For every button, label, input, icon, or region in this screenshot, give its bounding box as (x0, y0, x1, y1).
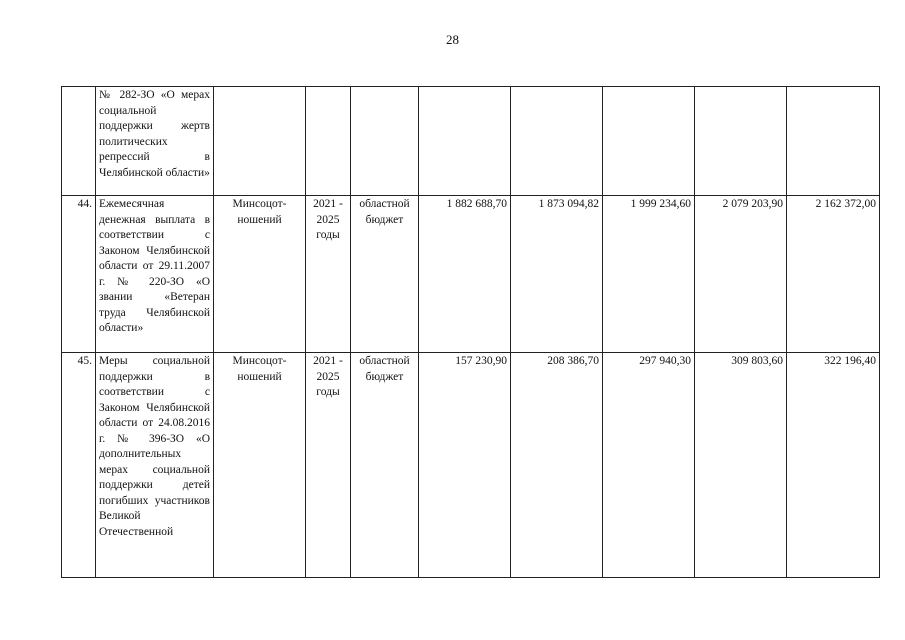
row-number: 44. (62, 196, 96, 353)
page-number: 28 (446, 32, 459, 47)
table-row (62, 196, 880, 353)
amount-year-2 (511, 87, 603, 196)
period: 2021 - 2025 годы (306, 353, 351, 578)
amount-year-3: 1 999 234,60 (603, 196, 695, 353)
amount-year-2: 1 873 094,82 (511, 196, 603, 353)
measure-name: Меры социальной поддержки в соответствии с Законом Челябинской области от 24.08.2016 г. № 396-ЗО «О дополнительных мерах социальной поддержки детей погибших участников Великой Отечественной (96, 353, 214, 578)
amount-year-1 (419, 87, 511, 196)
amount-year-4: 309 803,60 (695, 353, 787, 578)
executor: Минсоцот-ношений (214, 353, 306, 578)
amount-year-1: 1 882 688,70 (419, 196, 511, 353)
program-measures-table (61, 86, 880, 578)
period (306, 87, 351, 196)
table-row (62, 353, 880, 578)
measure-name: Ежемесячная денежная выплата в соответствии с Законом Челябинской области от 29.11.2007 г. № 220-ЗО «О звании «Ветеран труда Челябинской области» (96, 196, 214, 353)
amount-year-3: 297 940,30 (603, 353, 695, 578)
amount-year-4 (695, 87, 787, 196)
amount-year-5: 2 162 372,00 (787, 196, 880, 353)
table-row (62, 87, 880, 196)
funding-source: областной бюджет (351, 196, 419, 353)
funding-source: областной бюджет (351, 353, 419, 578)
amount-year-4: 2 079 203,90 (695, 196, 787, 353)
row-number: 45. (62, 353, 96, 578)
amount-year-3 (603, 87, 695, 196)
executor: Минсоцот-ношений (214, 196, 306, 353)
row-number (62, 87, 96, 196)
funding-source (351, 87, 419, 196)
measure-name: № 282-ЗО «О мерах социальной поддержки жертв политических репрессий в Челябинской области» (96, 87, 214, 196)
amount-year-2: 208 386,70 (511, 353, 603, 578)
amount-year-1: 157 230,90 (419, 353, 511, 578)
amount-year-5 (787, 87, 880, 196)
executor (214, 87, 306, 196)
period: 2021 - 2025 годы (306, 196, 351, 353)
amount-year-5: 322 196,40 (787, 353, 880, 578)
